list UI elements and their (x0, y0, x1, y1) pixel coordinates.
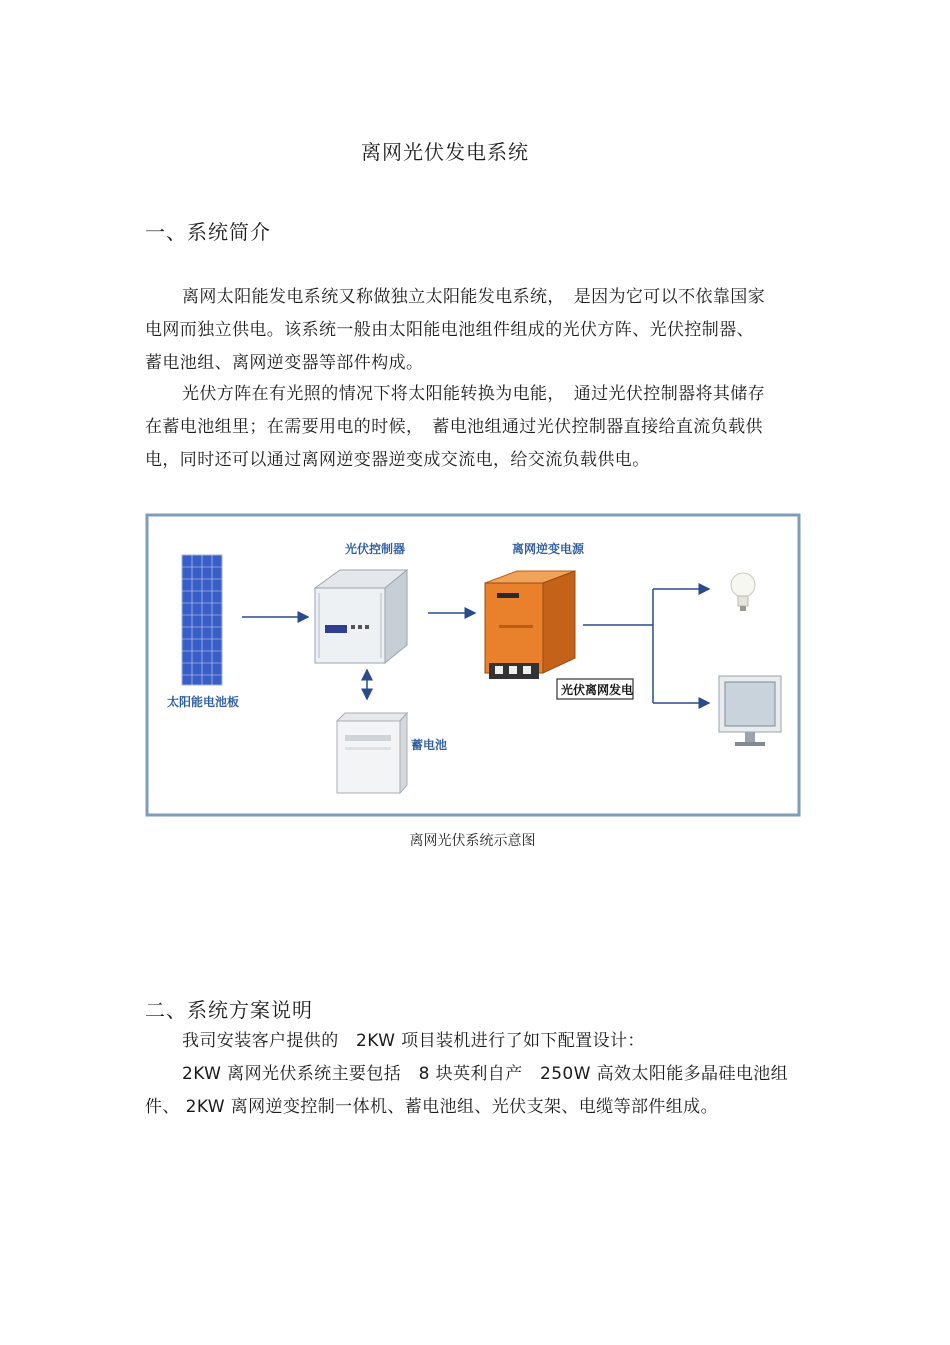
system-diagram (145, 513, 801, 817)
paragraph-line: 我司安装客户提供的 2KW 项目装机进行了如下配置设计： (182, 1031, 645, 1051)
section2-paragraph1 (145, 1025, 805, 1058)
inverter-label: 离网逆变电源 (512, 542, 585, 556)
section2-heading: 二、系统方案说明 (145, 998, 313, 1022)
paragraph-line: 在蓄电池组里；在需要用电的时候， 蓄电池组通过光伏控制器直接给直流负载供 (145, 417, 763, 437)
section1-paragraph2 (145, 378, 805, 477)
paragraph-line: 2KW 离网光伏系统主要包括 8 块英利自产 250W 高效太阳能多晶硅电池组 (182, 1064, 789, 1084)
section2-paragraph2 (145, 1058, 805, 1124)
document-title: 离网光伏发电系统 (361, 140, 529, 164)
section1-paragraph1 (145, 281, 805, 380)
inverter-icon (485, 571, 575, 679)
paragraph-line: 件、 2KW 离网逆变控制一体机、蓄电池组、光伏支架、电缆等部件组成。 (145, 1097, 718, 1117)
controller-label: 光伏控制器 (345, 542, 406, 556)
controller-icon (315, 570, 407, 663)
tag-label: 光伏离网发电 (561, 683, 634, 697)
paragraph-line: 光伏方阵在有光照的情况下将太阳能转换为电能， 通过光伏控制器将其储存 (182, 384, 766, 404)
figure-caption: 离网光伏系统示意图 (409, 833, 536, 849)
battery-icon (337, 713, 407, 793)
diagram-frame (147, 515, 799, 815)
paragraph-line: 电，同时还可以通过离网逆变器逆变成交流电，给交流负载供电。 (145, 450, 650, 470)
section1-heading: 一、系统简介 (145, 220, 271, 244)
paragraph-line: 蓄电池组、离网逆变器等部件构成。 (145, 353, 424, 373)
paragraph-line: 离网太阳能发电系统又称做独立太阳能发电系统， 是因为它可以不依靠国家 (182, 287, 766, 307)
paragraph-line: 电网而独立供电。该系统一般由太阳能电池组件组成的光伏方阵、光伏控制器、 (145, 320, 754, 340)
solar-panel-icon (182, 555, 222, 685)
battery-label: 蓄电池 (411, 738, 448, 752)
panel-label: 太阳能电池板 (167, 695, 240, 709)
